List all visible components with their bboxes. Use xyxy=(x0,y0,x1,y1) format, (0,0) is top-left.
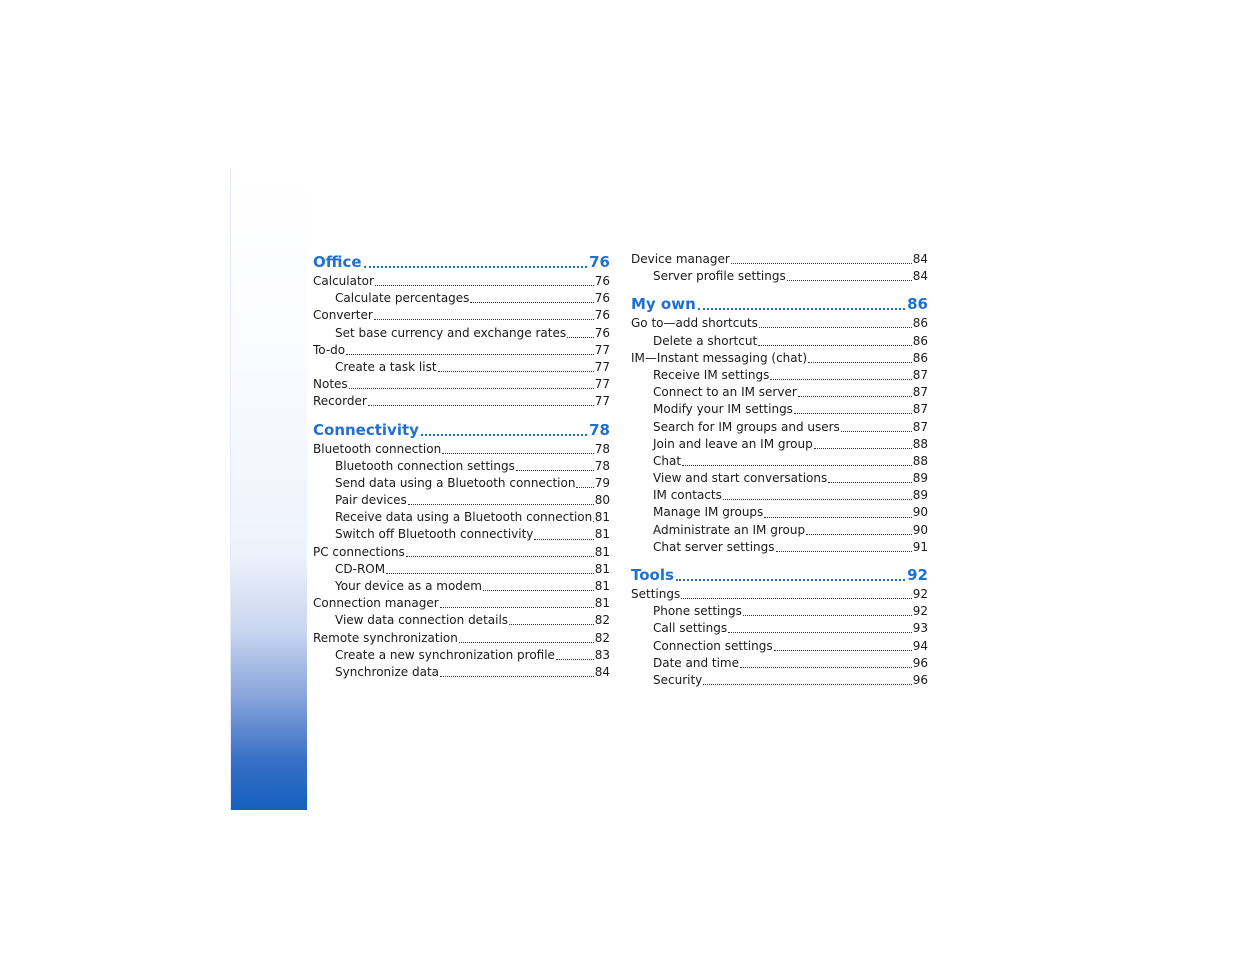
toc-title: PC connections xyxy=(313,544,405,559)
toc-entry-connect-to-an-im-server[interactable] xyxy=(631,384,928,401)
dot-leader xyxy=(774,650,912,651)
dot-leader xyxy=(516,470,594,471)
toc-title: Connection settings xyxy=(653,638,773,653)
toc-title: To-do xyxy=(313,342,346,357)
dot-leader xyxy=(828,482,911,483)
toc-title: Receive IM settings xyxy=(653,367,770,382)
toc-page-number: 82 xyxy=(594,630,610,645)
toc-title: My own xyxy=(631,295,696,314)
toc-page-number: 84 xyxy=(912,269,928,284)
dot-leader xyxy=(368,405,594,406)
toc-title: Device manager xyxy=(631,252,730,266)
toc-page-number: 84 xyxy=(912,252,928,266)
dot-leader xyxy=(349,388,594,389)
toc-entry-phone-settings[interactable] xyxy=(631,603,928,620)
dot-leader xyxy=(509,624,594,625)
toc-section-my-own[interactable] xyxy=(631,293,928,315)
dot-leader xyxy=(681,598,912,599)
toc-entry-receive-im-settings[interactable] xyxy=(631,367,928,384)
toc-entry-im-instant-messaging-chat[interactable] xyxy=(631,350,928,367)
toc-title: Set base currency and exchange rates xyxy=(335,325,567,340)
toc-title: Settings xyxy=(631,587,681,601)
toc-entry-create-a-new-synchronization-profile[interactable] xyxy=(313,647,610,664)
toc-page-number: 87 xyxy=(912,419,928,434)
toc-title: Call settings xyxy=(653,621,728,636)
toc-page-number: 80 xyxy=(594,493,610,508)
toc-entry-calculator[interactable] xyxy=(313,273,610,290)
toc-entry-modify-your-im-settings[interactable] xyxy=(631,401,928,418)
toc-entry-send-data-using-a-bluetooth-connection[interactable] xyxy=(313,475,610,492)
toc-section-office[interactable] xyxy=(313,251,610,273)
toc-entry-receive-data-using-a-bluetooth-connection[interactable] xyxy=(313,509,610,526)
toc-page-number: 92 xyxy=(912,604,928,619)
dot-leader xyxy=(440,676,594,677)
dot-leader xyxy=(743,615,912,616)
dot-leader xyxy=(740,667,912,668)
dot-leader xyxy=(703,684,911,685)
toc-page-number: 76 xyxy=(589,253,610,271)
dot-leader xyxy=(386,573,594,574)
toc-entry-create-a-task-list[interactable] xyxy=(313,359,610,376)
toc-page-number: 90 xyxy=(912,522,928,537)
toc-title: Create a new synchronization profile xyxy=(335,647,555,662)
toc-title: Date and time xyxy=(653,655,739,670)
toc-page-number: 81 xyxy=(594,510,610,525)
toc-left-column xyxy=(313,251,610,681)
toc-entry-chat[interactable] xyxy=(631,453,928,470)
toc-page-number: 92 xyxy=(912,587,928,601)
toc-page-number: 82 xyxy=(594,613,610,628)
toc-entry-join-and-leave-an-im-group[interactable] xyxy=(631,436,928,453)
side-gradient-bar xyxy=(230,168,307,810)
toc-page-number: 81 xyxy=(594,527,610,542)
dot-leader xyxy=(459,642,594,643)
dot-leader xyxy=(676,579,905,581)
toc-page-number: 91 xyxy=(912,539,928,554)
toc-entry-notes[interactable] xyxy=(313,376,610,393)
toc-title: Bluetooth connection xyxy=(313,441,442,456)
toc-page-number: 90 xyxy=(912,505,928,520)
toc-page-number: 81 xyxy=(594,596,610,611)
dot-leader xyxy=(438,371,594,372)
toc-entry-to-do[interactable] xyxy=(313,342,610,359)
toc-entry-bluetooth-connection[interactable] xyxy=(313,441,610,458)
toc-title: Bluetooth connection settings xyxy=(335,458,515,473)
toc-title: Create a task list xyxy=(335,359,437,374)
dot-leader xyxy=(794,413,912,414)
toc-entry-date-and-time[interactable] xyxy=(631,655,928,672)
section-gap xyxy=(631,285,928,293)
toc-entry-delete-a-shortcut[interactable] xyxy=(631,333,928,350)
toc-page-number: 77 xyxy=(594,342,610,357)
dot-leader xyxy=(770,379,911,380)
toc-title: Switch off Bluetooth connectivity xyxy=(335,527,534,542)
dot-leader xyxy=(346,354,594,355)
toc-title: Pair devices xyxy=(335,493,407,508)
toc-page-number: 96 xyxy=(912,672,928,687)
toc-entry-synchronize-data[interactable] xyxy=(313,664,610,681)
toc-entry-connection-settings[interactable] xyxy=(631,638,928,655)
dot-leader xyxy=(723,499,912,500)
dot-leader xyxy=(470,302,593,303)
toc-page-number: 76 xyxy=(594,291,610,306)
toc-page-number: 78 xyxy=(589,420,610,439)
toc-title: Tools xyxy=(631,566,674,584)
dot-leader xyxy=(731,263,912,264)
toc-entry-search-for-im-groups-and-users[interactable] xyxy=(631,419,928,436)
toc-entry-security[interactable] xyxy=(631,672,928,689)
dot-leader xyxy=(841,431,912,432)
toc-title: Synchronize data xyxy=(335,664,440,679)
toc-title: Manage IM groups xyxy=(653,505,764,520)
toc-title: Chat server settings xyxy=(653,539,775,554)
dot-leader xyxy=(421,434,587,436)
toc-title: Recorder xyxy=(313,394,367,409)
toc-section-tools[interactable] xyxy=(631,564,928,586)
dot-leader xyxy=(364,266,588,268)
dot-leader xyxy=(483,590,594,591)
toc-page-number: 84 xyxy=(594,664,610,679)
dot-leader xyxy=(808,362,912,363)
toc-entry-device-manager[interactable] xyxy=(631,251,928,268)
toc-title: Search for IM groups and users xyxy=(653,419,840,434)
toc-title: Server profile settings xyxy=(653,269,786,284)
toc-entry-bluetooth-connection-settings[interactable] xyxy=(313,458,610,475)
toc-entry-settings[interactable] xyxy=(631,586,928,603)
toc-entry-pc-connections[interactable] xyxy=(313,544,610,561)
toc-entry-go-to-add-shortcuts[interactable] xyxy=(631,315,928,332)
toc-page-number: 76 xyxy=(594,274,610,288)
toc-title: IM—Instant messaging (chat) xyxy=(631,350,808,365)
dot-leader xyxy=(764,517,911,518)
toc-page-number: 76 xyxy=(594,325,610,340)
toc-page-number: 88 xyxy=(912,436,928,451)
toc-entry-view-and-start-conversations[interactable] xyxy=(631,470,928,487)
dot-leader xyxy=(759,327,912,328)
toc-title: Connectivity xyxy=(313,420,419,439)
toc-entry-converter[interactable] xyxy=(313,307,610,324)
toc-title: View and start conversations xyxy=(653,471,828,486)
toc-title: Go to—add shortcuts xyxy=(631,316,758,331)
toc-entry-call-settings[interactable] xyxy=(631,620,928,637)
dot-leader xyxy=(682,465,912,466)
dot-leader xyxy=(406,556,594,557)
toc-entry-server-profile-settings[interactable] xyxy=(631,268,928,285)
toc-title: Modify your IM settings xyxy=(653,402,793,417)
toc-entry-administrate-an-im-group[interactable] xyxy=(631,522,928,539)
dot-leader xyxy=(374,319,594,320)
dot-leader xyxy=(758,345,912,346)
toc-page-number: 79 xyxy=(594,475,610,490)
toc-title: Phone settings xyxy=(653,604,742,619)
toc-title: Remote synchronization xyxy=(313,630,458,645)
toc-entry-set-base-currency-and-exchange-rates[interactable] xyxy=(313,325,610,342)
toc-right-column xyxy=(631,251,928,689)
toc-page-number: 78 xyxy=(594,441,610,456)
dot-leader xyxy=(814,448,912,449)
section-gap xyxy=(631,556,928,564)
dot-leader xyxy=(806,534,912,535)
toc-title: Chat xyxy=(653,453,682,468)
toc-title: Join and leave an IM group xyxy=(653,436,813,451)
toc-page-number: 86 xyxy=(912,316,928,331)
toc-page-number: 77 xyxy=(594,394,610,409)
toc-page-number: 81 xyxy=(594,544,610,559)
toc-entry-calculate-percentages[interactable] xyxy=(313,290,610,307)
toc-page-number: 78 xyxy=(594,458,610,473)
toc-page-number: 87 xyxy=(912,385,928,400)
toc-title: Security xyxy=(653,672,703,687)
dot-leader xyxy=(787,280,912,281)
toc-title: Connection manager xyxy=(313,596,439,611)
toc-title: Receive data using a Bluetooth connection xyxy=(335,510,593,525)
dot-leader xyxy=(556,659,594,660)
dot-leader xyxy=(798,396,912,397)
toc-entry-im-contacts[interactable] xyxy=(631,487,928,504)
dot-leader xyxy=(576,487,593,488)
dot-leader xyxy=(567,337,594,338)
toc-page-number: 96 xyxy=(912,655,928,670)
toc-title: Delete a shortcut xyxy=(653,333,758,348)
toc-entry-view-data-connection-details[interactable] xyxy=(313,612,610,629)
dot-leader xyxy=(442,453,594,454)
dot-leader xyxy=(698,308,905,310)
toc-title: CD-ROM xyxy=(335,561,386,576)
toc-entry-chat-server-settings[interactable] xyxy=(631,539,928,556)
toc-page-number: 88 xyxy=(912,453,928,468)
toc-page-number: 87 xyxy=(912,402,928,417)
toc-page-number: 83 xyxy=(594,647,610,662)
toc-page-number: 81 xyxy=(594,561,610,576)
toc-page-number: 81 xyxy=(594,579,610,593)
toc-title: Administrate an IM group xyxy=(653,522,806,537)
dot-leader xyxy=(440,607,594,608)
toc-page-number: 77 xyxy=(594,377,610,392)
toc-page-number: 87 xyxy=(912,367,928,382)
dot-leader xyxy=(534,539,593,540)
toc-title: Office xyxy=(313,253,362,271)
toc-entry-pair-devices[interactable] xyxy=(313,492,610,509)
toc-page-number: 94 xyxy=(912,638,928,653)
toc-title: Converter xyxy=(313,308,373,323)
toc-section-connectivity[interactable] xyxy=(313,419,610,441)
toc-title: Calculator xyxy=(313,274,374,288)
toc-title: View data connection details xyxy=(335,613,509,628)
dot-leader xyxy=(375,285,594,286)
toc-title: Your device as a modem xyxy=(335,579,482,593)
toc-page-number: 86 xyxy=(907,295,928,314)
toc-entry-recorder[interactable] xyxy=(313,393,610,410)
toc-page-number: 86 xyxy=(912,333,928,348)
dot-leader xyxy=(728,632,912,633)
toc-page-number: 86 xyxy=(912,350,928,365)
toc-entry-connection-manager[interactable] xyxy=(313,595,610,612)
toc-title: Notes xyxy=(313,377,348,392)
toc-entry-cd-rom[interactable] xyxy=(313,561,610,578)
toc-entry-remote-synchronization[interactable] xyxy=(313,630,610,647)
dot-leader xyxy=(776,551,912,552)
toc-entry-manage-im-groups[interactable] xyxy=(631,504,928,521)
toc-title: Calculate percentages xyxy=(335,291,470,306)
toc-page-number: 89 xyxy=(912,471,928,486)
toc-entry-switch-off-bluetooth-connectivity[interactable] xyxy=(313,526,610,543)
toc-page-number: 76 xyxy=(594,308,610,323)
toc-page-number: 77 xyxy=(594,359,610,374)
toc-title: IM contacts xyxy=(653,488,722,503)
dot-leader xyxy=(408,504,594,505)
toc-page-number: 89 xyxy=(912,488,928,503)
toc-title: Connect to an IM server xyxy=(653,385,797,400)
toc-page-number: 93 xyxy=(912,621,928,636)
toc-page-number: 92 xyxy=(907,566,928,584)
toc-entry-your-device-as-a-modem[interactable] xyxy=(313,578,610,595)
section-gap xyxy=(313,411,610,419)
toc-title: Send data using a Bluetooth connection xyxy=(335,475,576,490)
